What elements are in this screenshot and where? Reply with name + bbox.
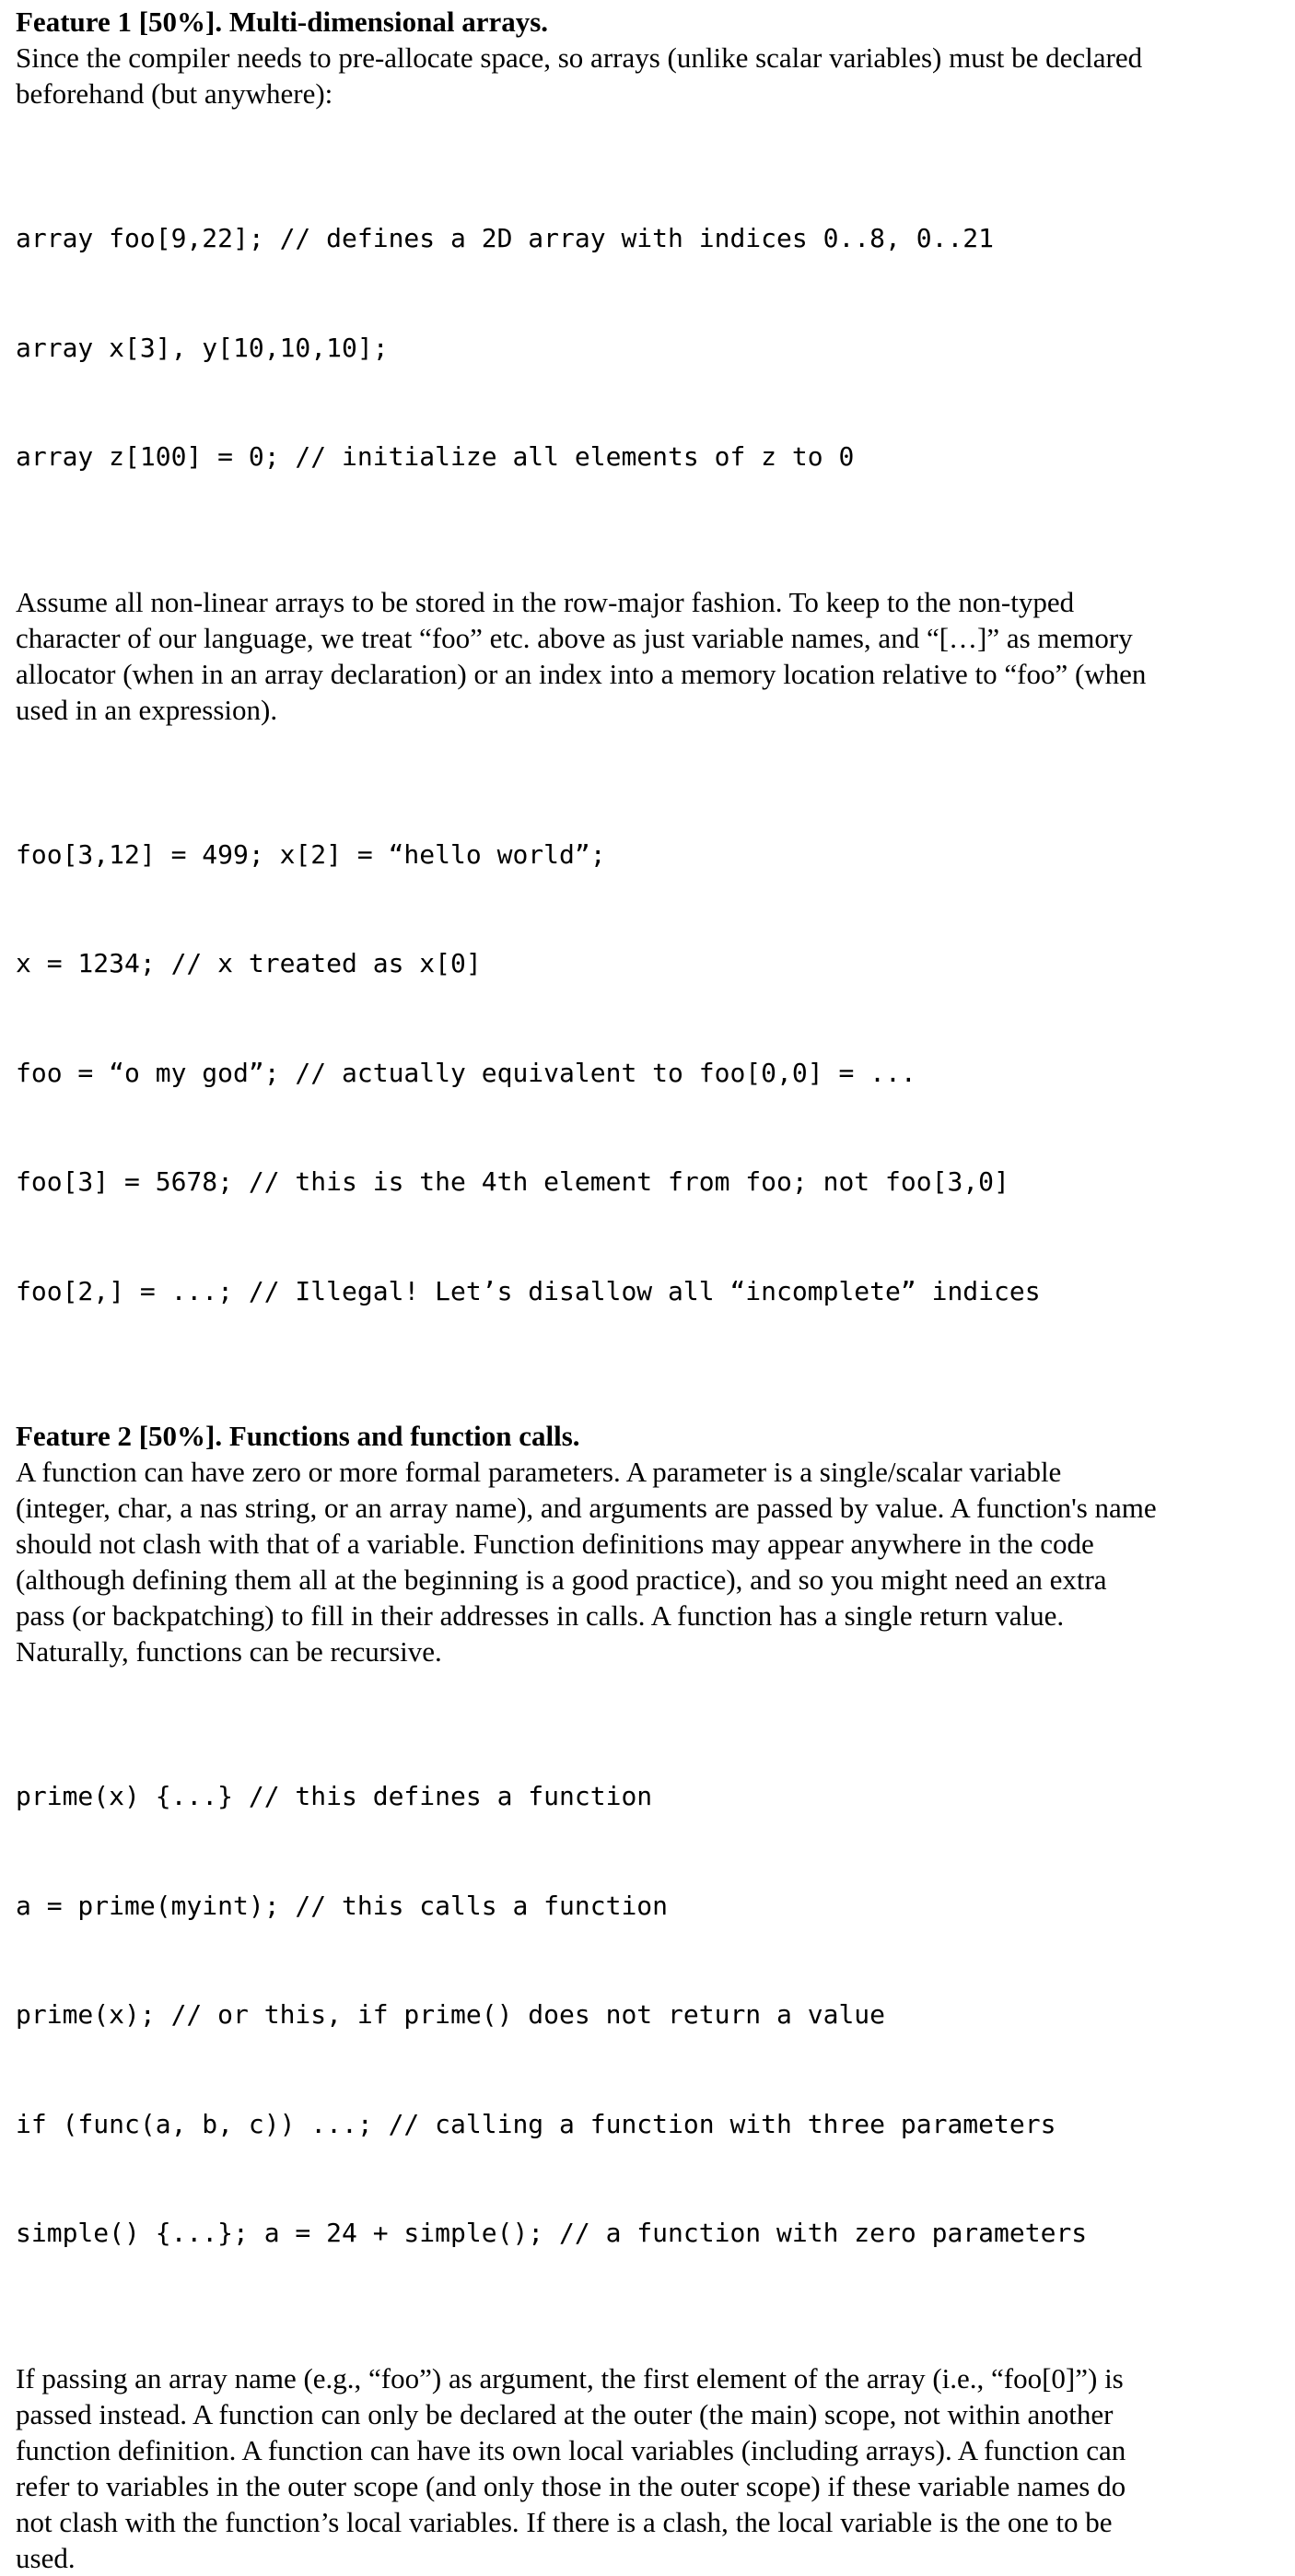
- code-line: prime(x) {...} // this defines a function: [16, 1781, 653, 1811]
- text-line: refer to variables in the outer scope (and only those in the outer scope) if these variable names do: [16, 2469, 1126, 2502]
- feature-2-heading: Feature 2 [50%]. Functions and function calls.: [16, 1420, 580, 1452]
- code-line: simple() {...}; a = 24 + simple(); // a function with zero parameters: [16, 2218, 1088, 2248]
- array-declaration-code: [16, 147, 1287, 548]
- code-line: array x[3], y[10,10,10];: [16, 332, 389, 363]
- text-line: allocator (when in an array declaration) or an index into a memory location relative to “foo” (when: [16, 657, 1147, 690]
- spacer: [16, 111, 1287, 147]
- feature-1-intro: [16, 40, 1287, 111]
- document-page: [16, 4, 1287, 2576]
- text-line: Naturally, functions can be recursive.: [16, 1635, 442, 1668]
- feature-2-intro: [16, 1454, 1287, 1669]
- spacer: [16, 1382, 1287, 1418]
- row-major-paragraph: [16, 584, 1287, 728]
- code-line: prime(x); // or this, if prime() does not return a value: [16, 1999, 886, 2030]
- array-usage-code: [16, 764, 1287, 1383]
- code-line: array foo[9,22]; // defines a 2D array with indices 0..8, 0..21: [16, 223, 995, 253]
- text-line: A function can have zero or more formal parameters. A parameter is a single/scalar variable: [16, 1456, 1062, 1488]
- text-line: not clash with the function’s local variables. If there is a clash, the local variable is the one to be: [16, 2505, 1113, 2538]
- code-line: if (func(a, b, c)) ...; // calling a function with three parameters: [16, 2108, 1056, 2139]
- text-line: passed instead. A function can only be declared at the outer (the main) scope, not within another: [16, 2397, 1114, 2430]
- spacer: [16, 2324, 1287, 2360]
- text-line: should not clash with that of a variable. Function definitions may appear anywhere in the code: [16, 1528, 1094, 1560]
- text-line: beforehand (but anywhere):: [16, 77, 333, 110]
- function-example-code: [16, 1705, 1287, 2324]
- text-line: (although defining them all at the beginning is a good practice), and so you might need an extra: [16, 1563, 1107, 1596]
- spacer: [16, 1669, 1287, 1705]
- code-line: foo[3,12] = 499; x[2] = “hello world”;: [16, 838, 606, 870]
- code-line: x = 1234; // x treated as x[0]: [16, 948, 482, 978]
- text-line: function definition. A function can have its own local variables (including arrays). A function can: [16, 2433, 1126, 2466]
- text-line: used in an expression).: [16, 693, 278, 726]
- feature-1-heading: Feature 1 [50%]. Multi-dimensional arrays.: [16, 6, 549, 38]
- text-line: Since the compiler needs to pre-allocate space, so arrays (unlike scalar variables) must be declared: [16, 41, 1143, 74]
- code-line: foo[2,] = ...; // Illegal! Let’s disallow all “incomplete” indices: [16, 1275, 1041, 1306]
- code-line: foo = “o my god”; // actually equivalent to foo[0,0] = ...: [16, 1057, 916, 1088]
- text-line: pass (or backpatching) to fill in their addresses in calls. A function has a single return value.: [16, 1599, 1065, 1632]
- text-line: (integer, char, a nas string, or an array name), and arguments are passed by value. A function's name: [16, 1492, 1157, 1524]
- code-line: array z[100] = 0; // initialize all elements of z to 0: [16, 441, 855, 472]
- text-line: character of our language, we treat “foo” etc. above as just variable names, and “[…]” as memory: [16, 621, 1133, 654]
- spacer: [16, 728, 1287, 764]
- text-line: If passing an array name (e.g., “foo”) as argument, the first element of the array (i.e., “foo[0]”) is: [16, 2361, 1124, 2395]
- text-line: used.: [16, 2541, 76, 2574]
- spacer: [16, 548, 1287, 584]
- feature-2-section: [16, 1418, 1287, 2576]
- feature-1-section: [16, 4, 1287, 1382]
- code-line: foo[3] = 5678; // this is the 4th element from foo; not foo[3,0]: [16, 1166, 1009, 1197]
- text-line: Assume all non-linear arrays to be stored in the row-major fashion. To keep to the non-typed: [16, 585, 1075, 618]
- code-line: a = prime(myint); // this calls a function: [16, 1890, 669, 1921]
- array-argument-paragraph: [16, 2360, 1287, 2576]
